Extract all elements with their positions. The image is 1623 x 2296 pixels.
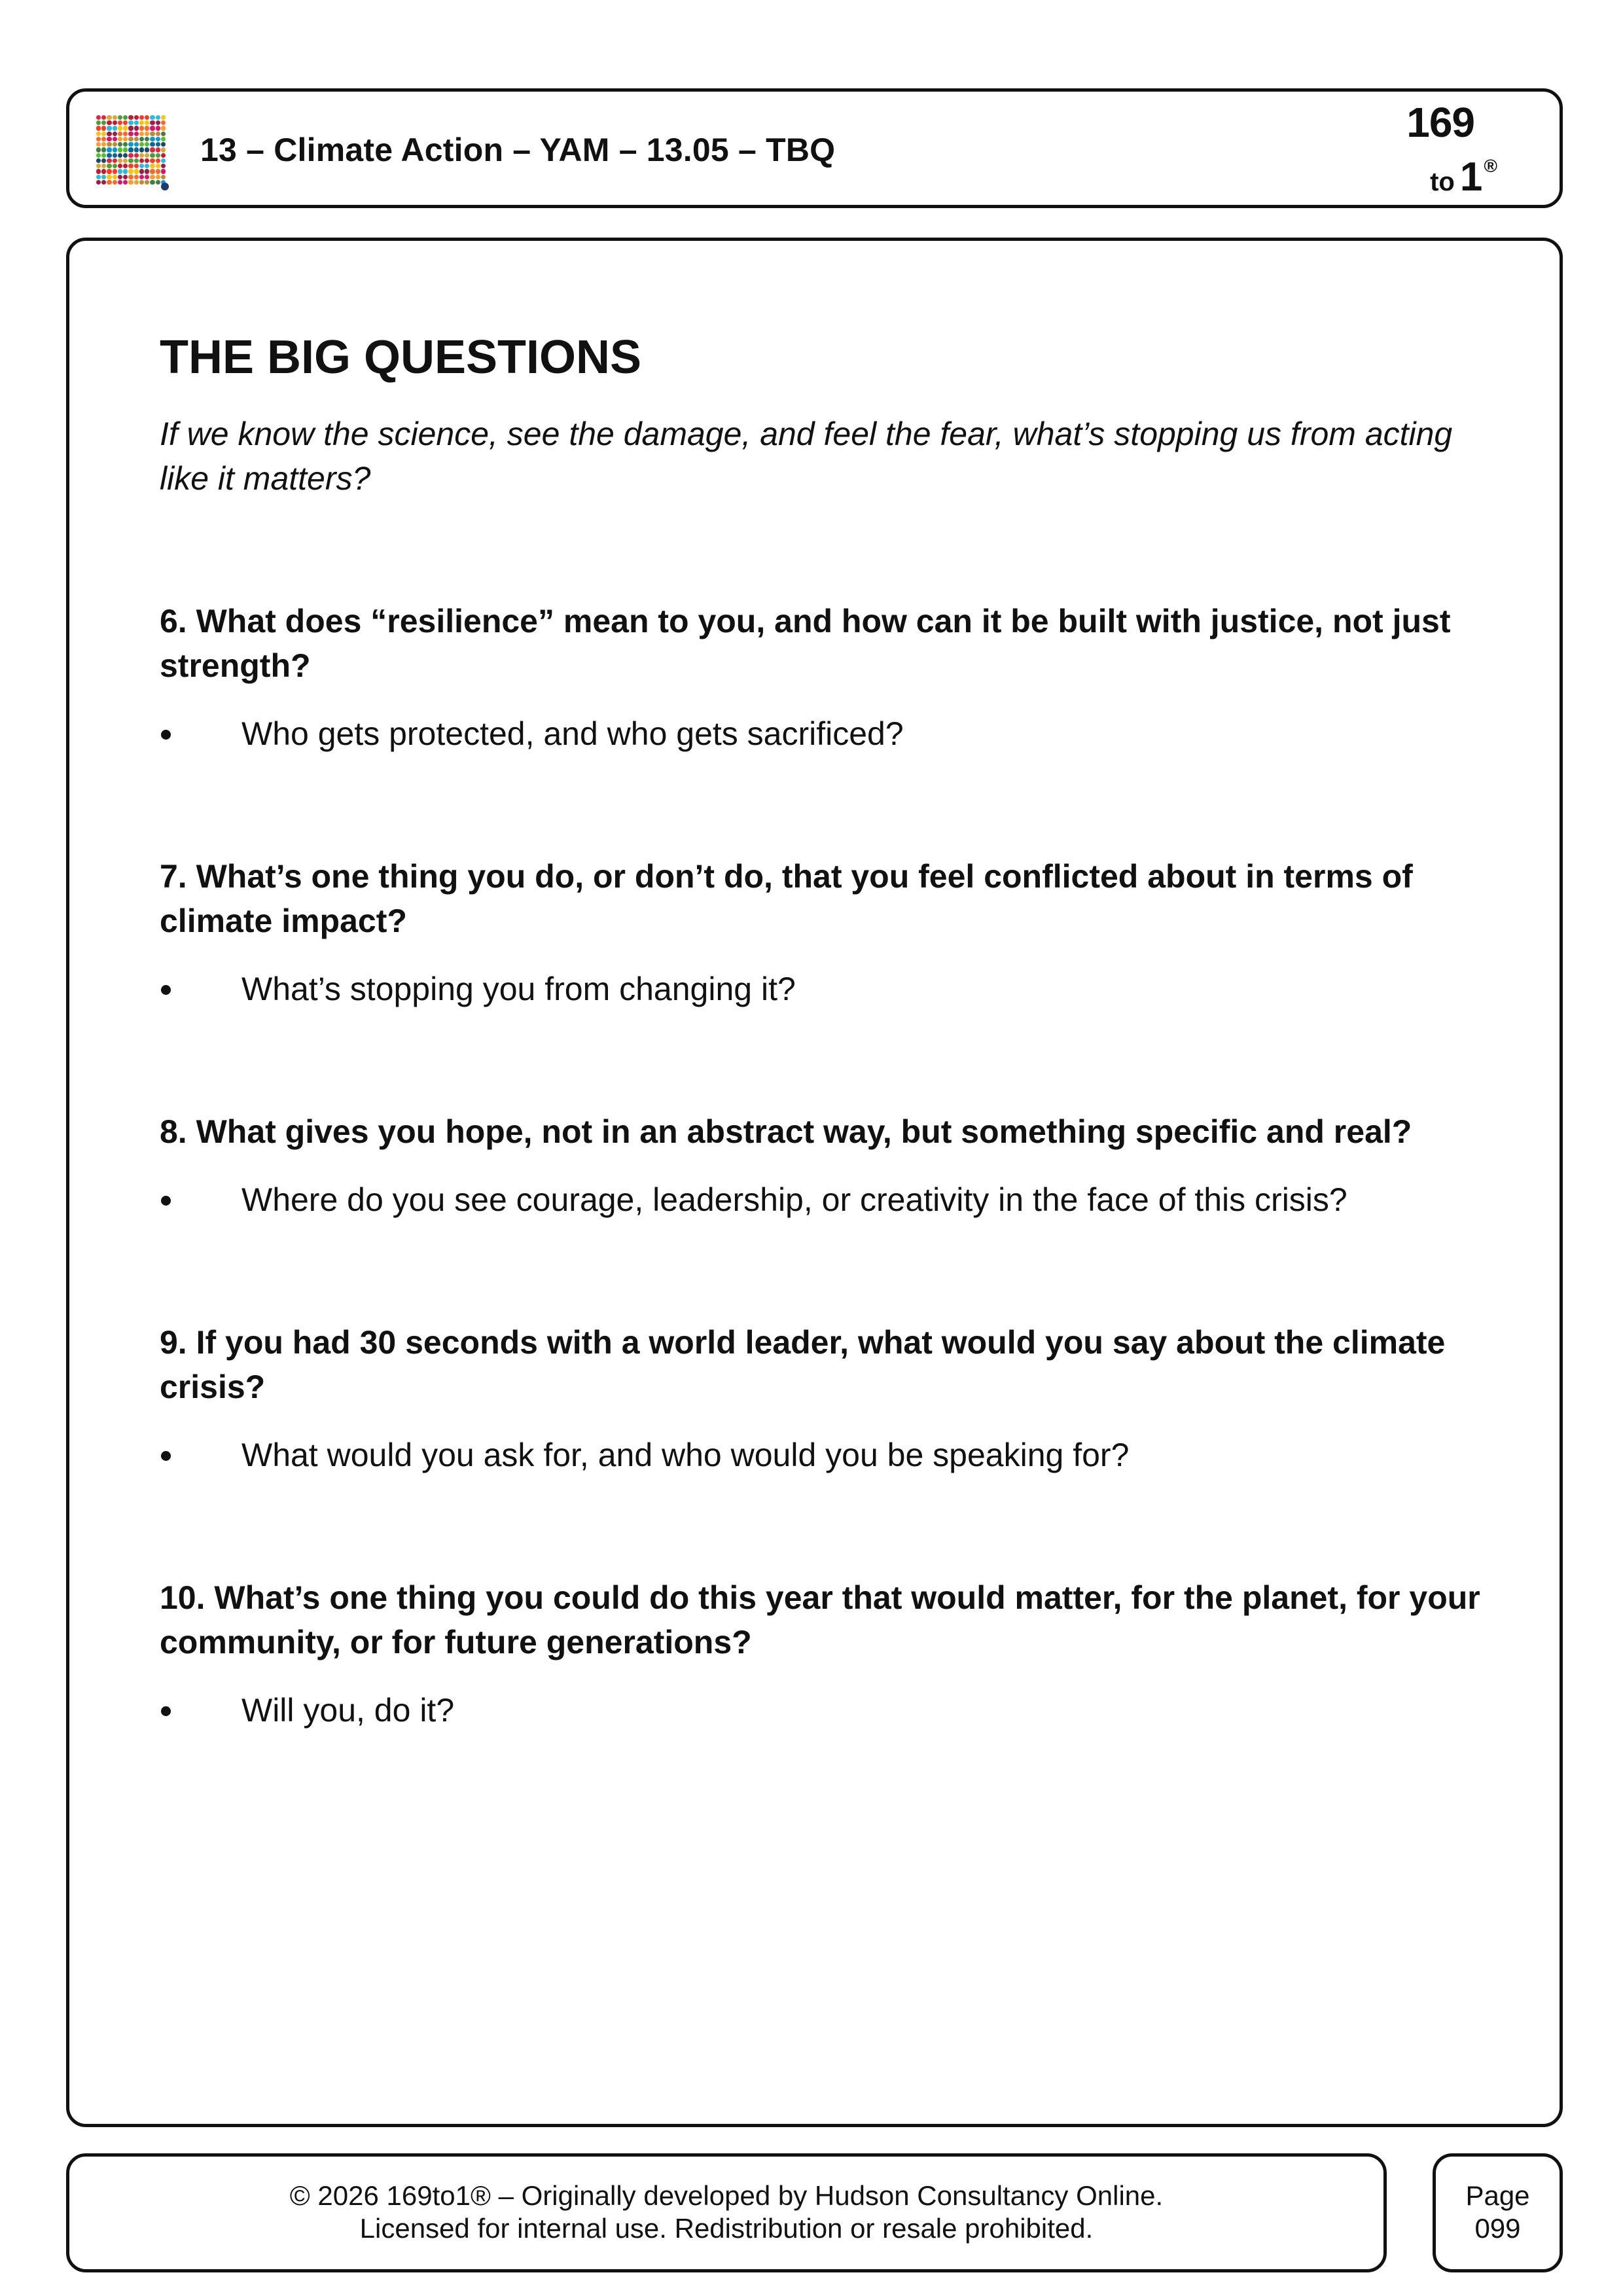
logo-dot: [128, 115, 133, 120]
logo-dot: [145, 153, 149, 158]
logo-dot: [96, 175, 101, 179]
logo-dot: [123, 164, 128, 168]
logo-dot: [123, 153, 128, 158]
brand-number: 169: [1406, 99, 1474, 146]
logo-dot: [134, 158, 139, 163]
logo-dot: [134, 132, 139, 136]
question-title: 8. What gives you hope, not in an abstract way, but something specific and real?: [160, 1113, 1412, 1151]
logo-dot: [139, 137, 144, 141]
logo-dot: [139, 115, 144, 120]
footer-text: [69, 2179, 1383, 2245]
logo-dot: [123, 180, 128, 185]
logo-dot: [156, 147, 160, 152]
logo-dot: [128, 169, 133, 173]
logo-dot: [96, 180, 101, 185]
logo-dot: [101, 120, 106, 125]
logo-dot: [145, 132, 149, 136]
logo-dot: [118, 180, 122, 185]
logo-dot: [107, 153, 111, 158]
main-content-box: [66, 238, 1563, 2127]
logo-dot: [123, 147, 128, 152]
logo-accent-dot: [161, 183, 169, 190]
sdg-dot-grid-logo-icon: [96, 115, 166, 185]
logo-dot: [101, 158, 106, 163]
logo-dot: [161, 126, 166, 130]
logo-dot: [134, 175, 139, 179]
logo-dot: [134, 120, 139, 125]
logo-dot: [128, 132, 133, 136]
logo-dot: [156, 126, 160, 130]
logo-dot: [134, 126, 139, 130]
logo-dot: [161, 115, 166, 120]
logo-dot: [118, 120, 122, 125]
copyright-line: © 2026 169to1® – Originally developed by Hudson Consultancy Online.: [289, 2180, 1164, 2211]
question-item: [160, 1109, 1488, 1222]
logo-dot: [161, 164, 166, 168]
logo-dot: [150, 132, 154, 136]
logo-dot: [113, 115, 117, 120]
question-item: [160, 1575, 1488, 1732]
bullet-text: Where do you see courage, leadership, or creativity in the face of this crisis?: [241, 1181, 1347, 1219]
logo-dot: [145, 158, 149, 163]
logo-dot: [113, 120, 117, 125]
bullet-dot-icon: [161, 1706, 171, 1716]
document-title: 13 – Climate Action – YAM – 13.05 – TBQ: [200, 132, 836, 168]
logo-dot: [156, 175, 160, 179]
bullet-text: What would you ask for, and who would you be speaking for?: [241, 1437, 1130, 1474]
brand-registered-mark: ®: [1484, 156, 1497, 176]
logo-dot: [96, 132, 101, 136]
page-number: 099: [1474, 2213, 1521, 2244]
logo-dot: [139, 142, 144, 147]
logo-dot: [118, 115, 122, 120]
logo-dot: [139, 164, 144, 168]
logo-dot: [150, 175, 154, 179]
logo-dot: [107, 164, 111, 168]
logo-dot: [128, 153, 133, 158]
page-indicator: [1436, 2179, 1560, 2245]
logo-dot: [96, 153, 101, 158]
logo-dot: [107, 175, 111, 179]
logo-dot: [113, 126, 117, 130]
logo-dot: [139, 126, 144, 130]
logo-dot: [156, 137, 160, 141]
logo-dot: [156, 180, 160, 185]
logo-dot: [101, 132, 106, 136]
logo-dot: [150, 153, 154, 158]
logo-dot: [134, 153, 139, 158]
logo-dot: [96, 158, 101, 163]
logo-dot: [101, 137, 106, 141]
question-item: [160, 599, 1488, 756]
logo-dot: [96, 115, 101, 120]
brand-suffix: [1430, 154, 1497, 200]
logo-dot: [101, 142, 106, 147]
logo-dot: [107, 126, 111, 130]
logo-dot: [128, 147, 133, 152]
logo-dot: [161, 132, 166, 136]
brand-to: to: [1430, 168, 1455, 196]
logo-dot: [161, 169, 166, 173]
logo-dot: [156, 153, 160, 158]
bullet-dot-icon: [161, 1196, 171, 1206]
page-heading: THE BIG QUESTIONS: [160, 331, 642, 384]
logo-dot: [161, 158, 166, 163]
logo-dot: [134, 180, 139, 185]
logo-dot: [161, 142, 166, 147]
license-line: Licensed for internal use. Redistribution or resale prohibited.: [359, 2213, 1094, 2244]
logo-dot: [101, 180, 106, 185]
logo-dot: [150, 169, 154, 173]
logo-dot: [156, 164, 160, 168]
logo-dot: [145, 137, 149, 141]
logo-dot: [107, 180, 111, 185]
logo-dot: [145, 164, 149, 168]
logo-dot: [113, 164, 117, 168]
logo-dot: [123, 169, 128, 173]
logo-dot: [139, 175, 144, 179]
logo-dot: [156, 120, 160, 125]
logo-dot: [107, 142, 111, 147]
question-bullet: [160, 1688, 1488, 1732]
question-bullet: [160, 1433, 1488, 1477]
logo-dot: [101, 126, 106, 130]
bullet-text: Who gets protected, and who gets sacrificed?: [241, 715, 904, 753]
logo-dot: [123, 120, 128, 125]
logo-dot: [123, 175, 128, 179]
logo-dot: [128, 180, 133, 185]
logo-dot: [113, 158, 117, 163]
logo-dot: [156, 158, 160, 163]
logo-dot: [134, 115, 139, 120]
header-bar: [66, 88, 1563, 208]
logo-dot: [150, 158, 154, 163]
logo-dot: [96, 126, 101, 130]
logo-dot: [113, 147, 117, 152]
logo-dot: [107, 137, 111, 141]
logo-dot: [96, 147, 101, 152]
question-bullet: [160, 967, 1488, 1011]
bullet-dot-icon: [161, 730, 171, 740]
logo-dot: [118, 142, 122, 147]
logo-dot: [113, 132, 117, 136]
logo-dot: [150, 180, 154, 185]
logo-dot: [134, 169, 139, 173]
logo-dot: [118, 164, 122, 168]
logo-dot: [139, 153, 144, 158]
logo-dot: [156, 169, 160, 173]
logo-dot: [96, 142, 101, 147]
bullet-text: Will you, do it?: [241, 1692, 455, 1729]
logo-dot: [118, 147, 122, 152]
logo-dot: [145, 142, 149, 147]
logo-dot: [128, 164, 133, 168]
logo-dot: [107, 115, 111, 120]
logo-dot: [118, 158, 122, 163]
logo-dot: [128, 137, 133, 141]
logo-dot: [107, 120, 111, 125]
logo-dot: [107, 147, 111, 152]
logo-dot: [113, 153, 117, 158]
logo-dot: [145, 180, 149, 185]
intro-text: If we know the science, see the damage, and feel the fear, what’s stopping us from acting like it matters?: [160, 416, 1453, 497]
content: [160, 329, 1488, 1732]
logo-dot: [128, 158, 133, 163]
question-item: [160, 854, 1488, 1011]
logo-dot: [107, 169, 111, 173]
logo-dot: [101, 164, 106, 168]
logo-dot: [123, 132, 128, 136]
logo-dot: [123, 115, 128, 120]
logo-dot: [123, 158, 128, 163]
logo-dot: [150, 164, 154, 168]
logo-dot: [150, 142, 154, 147]
logo-dot: [96, 137, 101, 141]
logo-dot: [139, 169, 144, 173]
question-title: 6. What does “resilience” mean to you, and how can it be built with justice, not just strength?: [160, 603, 1451, 685]
logo-dot: [161, 175, 166, 179]
logo-dot: [107, 132, 111, 136]
logo-dot: [156, 132, 160, 136]
logo-dot: [139, 120, 144, 125]
logo-dot: [145, 120, 149, 125]
logo-dot: [118, 175, 122, 179]
logo-dot: [118, 126, 122, 130]
question-bullet: [160, 1177, 1488, 1222]
question-bullet: [160, 711, 1488, 756]
logo-dot: [139, 158, 144, 163]
logo-dot: [156, 115, 160, 120]
logo-dot: [134, 137, 139, 141]
logo-dot: [107, 158, 111, 163]
logo-dot: [123, 142, 128, 147]
logo-dot: [145, 126, 149, 130]
question-title: 7. What’s one thing you do, or don’t do, that you feel conflicted about in terms of climate impact?: [160, 858, 1413, 940]
bullet-dot-icon: [161, 985, 171, 995]
logo-dot: [113, 180, 117, 185]
logo-dot: [161, 120, 166, 125]
logo-dot: [134, 142, 139, 147]
logo-dot: [101, 153, 106, 158]
logo-dot: [128, 175, 133, 179]
logo-dot: [101, 169, 106, 173]
brand-one: 1: [1459, 154, 1483, 200]
logo-dot: [156, 142, 160, 147]
logo-dot: [128, 120, 133, 125]
logo-dot: [123, 126, 128, 130]
logo-dot: [139, 180, 144, 185]
page-label: Page: [1465, 2180, 1530, 2211]
logo-dot: [139, 147, 144, 152]
logo-dot: [150, 126, 154, 130]
logo-dot: [96, 120, 101, 125]
logo-dot: [113, 142, 117, 147]
logo-dot: [101, 115, 106, 120]
logo-dot: [118, 137, 122, 141]
logo-dot: [145, 169, 149, 173]
logo-dot: [145, 147, 149, 152]
logo-dot: [150, 147, 154, 152]
logo-dot: [113, 169, 117, 173]
logo-dot: [134, 147, 139, 152]
logo-dot: [145, 115, 149, 120]
logo-dot: [128, 142, 133, 147]
question-item: [160, 1320, 1488, 1477]
bullet-text: What’s stopping you from changing it?: [241, 971, 796, 1008]
logo-dot: [123, 137, 128, 141]
logo-dot: [113, 175, 117, 179]
logo-dot: [145, 175, 149, 179]
logo-dot: [101, 147, 106, 152]
logo-dot: [150, 115, 154, 120]
logo-dot: [118, 132, 122, 136]
logo-dot: [161, 137, 166, 141]
logo-dot: [128, 126, 133, 130]
logo-dot: [118, 169, 122, 173]
logo-dot: [118, 153, 122, 158]
logo-dot: [113, 137, 117, 141]
logo-dot: [150, 137, 154, 141]
question-title: 10. What’s one thing you could do this year that would matter, for the planet, for your community, or for future generations?: [160, 1579, 1480, 1661]
logo-dot: [161, 153, 166, 158]
question-title: 9. If you had 30 seconds with a world leader, what would you say about the climate crisis?: [160, 1324, 1446, 1406]
logo-dot: [96, 164, 101, 168]
bullet-dot-icon: [161, 1451, 171, 1461]
page-number-box: [1433, 2153, 1563, 2272]
logo-dot: [101, 175, 106, 179]
logo-dot: [161, 147, 166, 152]
footer-copyright-box: [66, 2153, 1387, 2272]
logo-dot: [134, 164, 139, 168]
logo-dot: [139, 132, 144, 136]
logo-dot: [96, 169, 101, 173]
logo-dot: [150, 120, 154, 125]
